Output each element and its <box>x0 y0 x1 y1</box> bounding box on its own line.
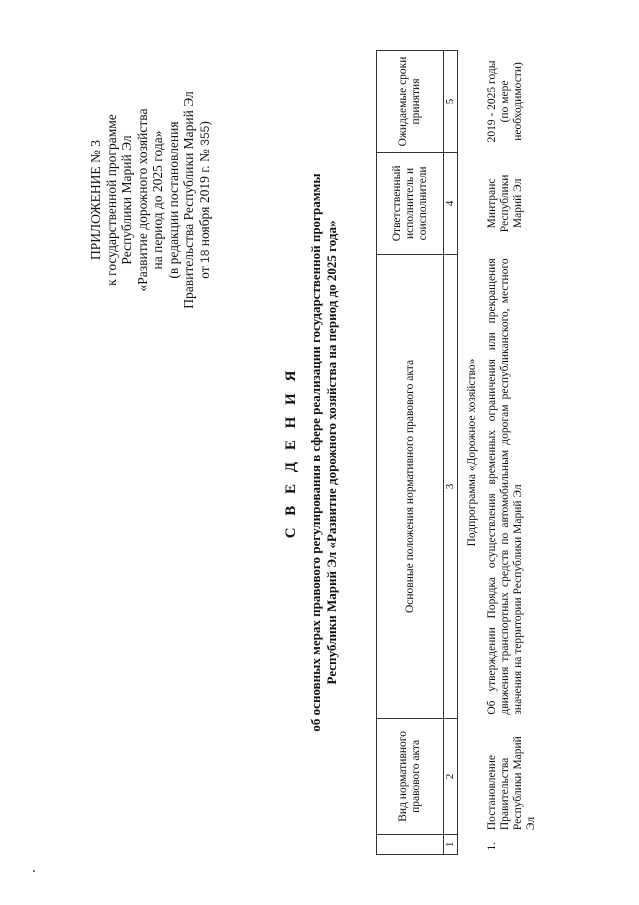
document-title <box>283 50 339 855</box>
date-prefix: от <box>196 266 212 279</box>
appendix-line: «Развитие дорожного хозяйства <box>134 108 150 292</box>
column-index: 3 <box>444 254 458 718</box>
appendix-line: Республики Марий Эл <box>119 135 134 265</box>
closing-paren: ) <box>196 121 212 126</box>
appendix-block <box>88 50 213 350</box>
row-term: 2019 - 2025 годы (по мере необходимости) <box>486 60 524 143</box>
header-cell-number <box>377 834 444 854</box>
row-executor: Минтранс Республики Марий Эл <box>486 174 524 233</box>
decree-number: 355 <box>197 125 212 146</box>
section-title: Подпрограмма «Дорожное хозяйство» <box>466 358 478 547</box>
header-cell-type: Вид нормативного правового акта <box>377 719 444 835</box>
header-cell-term: Ожидаемые сроки принятия <box>377 51 444 153</box>
title-subtitle-1: об основных мерах правового регулирования в сфере реализации государственной программы <box>308 173 323 732</box>
appendix-line: (в редакции постановления <box>165 121 181 279</box>
appendix-line: на период до 2025 года» <box>150 130 165 270</box>
date-day: 18 <box>197 249 212 263</box>
date-rest: ноября 2019 г. № <box>196 149 212 247</box>
appendix-date-line <box>197 50 214 350</box>
table-row <box>483 51 541 855</box>
column-index: 1 <box>444 834 458 854</box>
row-act-content: Об утверждении Порядка осуществления временных ограничения или прекращения движения транспортных средств по автомобильным дорогам республиканского, местного значения на территории Республики Марий Эл <box>486 258 524 715</box>
title-subtitle-2: Республики Марий Эл «Развитие дорожного хозяйства на период до 2025 года» <box>323 220 339 685</box>
row-act-type: Постановление Правительства Республики Марий Эл <box>486 736 537 831</box>
appendix-line: Правительства Республики Марий Эл <box>181 91 196 309</box>
column-index: 4 <box>444 152 458 254</box>
column-index-row <box>444 51 458 855</box>
appendix-line: ПРИЛОЖЕНИЕ № 3 <box>88 139 103 261</box>
measures-table <box>376 50 541 855</box>
column-index: 5 <box>444 51 458 153</box>
appendix-line: к государственной программе <box>103 114 119 286</box>
table-header-row <box>377 51 444 855</box>
row-number: 1. <box>486 841 498 851</box>
column-index: 2 <box>444 719 458 835</box>
title-heading: С В Е Д Е Н И Я <box>283 366 299 539</box>
header-cell-content: Основные положения нормативного правового акта <box>377 254 444 718</box>
header-cell-executor: Ответственный исполнитель и соисполнители <box>377 152 444 254</box>
scan-speck <box>33 870 35 872</box>
section-row <box>458 51 484 855</box>
